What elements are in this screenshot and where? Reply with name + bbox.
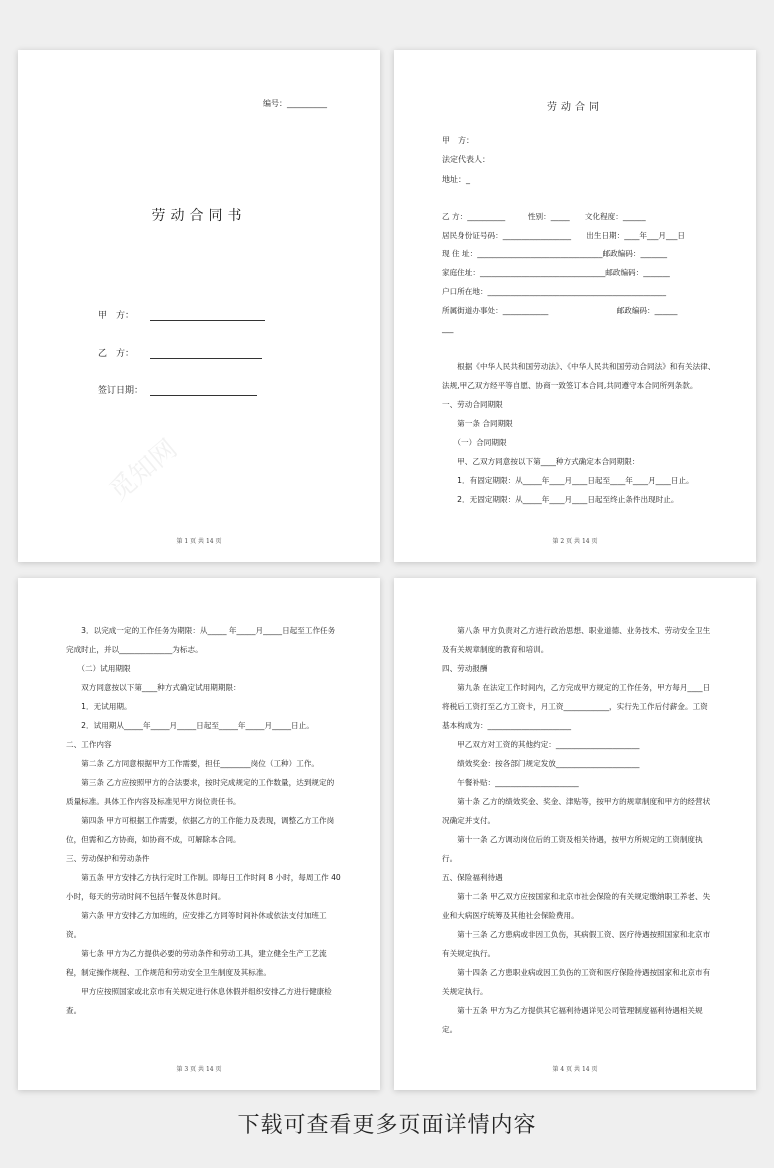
text-line: 第十三条 乙方患病或非因工负伤，其病假工资、医疗待遇按照国家和北京市 [442, 930, 711, 939]
page-footer: 第 3 页 共 14 页 [176, 1066, 222, 1073]
party-a-label: 甲 方： [98, 311, 135, 321]
cover-title: 劳动合同书 [151, 208, 247, 224]
text-line: 双方同意按以下第____种方式确定试用期期限： [66, 683, 241, 692]
text-line: 位，但需和乙方协商，如协商不成，可解除本合同。 [66, 835, 241, 844]
text-line: 质量标准。具体工作内容及标准见甲方岗位责任书。 [66, 797, 241, 806]
text-line: 况确定并支付。 [442, 816, 496, 825]
text-line: 第五条 甲方安排乙方执行定时工作制。即每日工作时间 8 小时，每周工作 40 [66, 873, 341, 882]
page-footer: 第 4 页 共 14 页 [552, 1066, 598, 1073]
text-line: 甲 方： [442, 136, 474, 145]
text-line: 第四条 甲方可根据工作需要，依据乙方的工作能力及表现，调整乙方工作岗 [66, 816, 335, 825]
text-line: 程，制定操作规程、工作规范和劳动安全卫生制度及其标准。 [66, 968, 272, 977]
text-line: 基本构成为：______________________ [442, 721, 572, 730]
contract-title: 劳动合同 [547, 102, 603, 113]
text-line: 第九条 在法定工作时间内，乙方完成甲方规定的工作任务，甲方每月____日 [442, 683, 711, 692]
text-line: 第八条 甲方负责对乙方进行政治思想、职业道德、业务技术、劳动安全卫生 [442, 626, 711, 635]
party-b-row [98, 346, 262, 359]
text-line: 第二条 乙方同意根据甲方工作需要，担任________岗位（工种）工作。 [66, 759, 320, 768]
text-line: 第七条 甲方为乙方提供必要的劳动条件和劳动工具，建立健全生产工艺流 [66, 949, 327, 958]
text-line: 小时，每天的劳动时间不包括午餐及休息时间。 [66, 892, 226, 901]
section-heading: 三、劳动保护和劳动条件 [66, 854, 150, 863]
page-2 [394, 50, 756, 562]
section-heading: 一、劳动合同期限 [442, 400, 503, 409]
watermark: 觅知网 [104, 433, 184, 507]
text-line: ___ [442, 324, 454, 333]
text-line: 关规定执行。 [442, 987, 488, 996]
text-line: 午餐补贴：______________________ [442, 778, 579, 787]
text-line: 1．有固定期限：从_____年____月____日起至____年____月____日止。 [442, 476, 694, 485]
page-1-cover [18, 50, 380, 562]
text-line: 完成时止，并以______________为标志。 [66, 645, 203, 654]
text-line: 行。 [442, 854, 458, 863]
text-line: 业和大病医疗统筹及其他社会保险费用。 [442, 911, 579, 920]
page-footer: 第 1 页 共 14 页 [176, 538, 222, 545]
text-line: （一）合同期限 [442, 438, 507, 447]
text-line: 居民身份证号码：__________________ 出生日期：____年___月___日 [442, 231, 685, 240]
text-line: 3．以完成一定的工作任务为期限：从_____ 年_____月_____日起至工作任务 [66, 626, 336, 635]
text-line: 乙 方：__________ 性别：_____ 文化程度：______ [442, 212, 646, 221]
text-line: 甲乙双方对工资的其他约定：______________________ [442, 740, 640, 749]
text-line: 法规,甲乙双方经平等自愿、协商一致签订本合同,共同遵守本合同所列条款。 [442, 381, 698, 390]
page-4 [394, 578, 756, 1090]
text-line: 甲方应按照国家或北京市有关规定进行休息休假并组织安排乙方进行健康检 [66, 987, 332, 996]
page-3 [18, 578, 380, 1090]
text-line: 根据《中华人民共和国劳动法》、《中华人民共和国劳动合同法》和有关法律、 [442, 362, 716, 371]
text-line: 所属街道办事处：____________ 邮政编码：______ [442, 306, 678, 315]
text-line: 2．试用期从_____年_____月_____日起至_____年_____月_____日止。 [66, 721, 314, 730]
section-heading: 四、劳动报酬 [442, 664, 488, 673]
text-line: 第六条 甲方安排乙方加班的，应安排乙方同等时间补休或依法支付加班工 [66, 911, 327, 920]
text-line: 绩效奖金：按各部门规定发放______________________ [442, 759, 640, 768]
text-line: 查。 [66, 1006, 82, 1015]
text-line: 第十二条 甲乙双方应按国家和北京市社会保险的有关规定缴纳职工养老、失 [442, 892, 711, 901]
text-line: 及有关规章制度的教育和培训。 [442, 645, 549, 654]
text-line: 2．无固定期限：从_____年____月____日起至终止条件出现时止。 [442, 495, 679, 504]
text-line: 第十五条 甲方为乙方提供其它福利待遇详见公司管理制度福利待遇相关规 [442, 1006, 703, 1015]
text-line: 甲、乙双方同意按以下第____种方式确定本合同期限： [442, 457, 640, 466]
text-line: 第十一条 乙方调动岗位后的工资及相关待遇，按甲方所规定的工资制度执 [442, 835, 703, 844]
text-line: 资。 [66, 930, 82, 939]
party-a-blank [150, 320, 265, 321]
download-caption: 下载可查看更多页面详情内容 [237, 1113, 537, 1138]
party-b-blank [150, 358, 262, 359]
contract-number-label: 编号：__________ [263, 99, 327, 108]
party-a-row [98, 308, 265, 321]
text-line: 第三条 乙方应按照甲方的合法要求，按时完成规定的工作数量，达到规定的 [66, 778, 335, 787]
text-line: 第十条 乙方的绩效奖金、奖金、津贴等，按甲方的规章制度和甲方的经营状 [442, 797, 711, 806]
text-line: 有关规定执行。 [442, 949, 496, 958]
sign-date-row [98, 383, 257, 396]
text-line: 1．无试用期。 [66, 702, 132, 711]
text-line: （二）试用期限 [66, 664, 131, 673]
text-line: 将税后工资打至乙方工资卡，月工资____________，实行先工作后付薪金。工资 [442, 702, 708, 711]
text-line: 现 住 址：_________________________________邮政编码：_______ [442, 249, 668, 258]
section-heading: 二、工作内容 [66, 740, 112, 749]
text-line: 地址：_ [442, 175, 470, 184]
text-line: 家庭住址：_________________________________邮政编码：_______ [442, 268, 670, 277]
party-b-label: 乙 方： [98, 349, 135, 359]
text-line: 户口所在地：_______________________________________________ [442, 287, 667, 296]
text-line: 法定代表人： [442, 155, 490, 164]
text-line: 第一条 合同期限 [442, 419, 513, 428]
sign-date-blank [150, 395, 257, 396]
sign-date-label: 签订日期： [98, 386, 144, 396]
page-footer: 第 2 页 共 14 页 [552, 538, 598, 545]
text-line: 定。 [442, 1025, 458, 1034]
text-line: 第十四条 乙方患职业病或因工负伤的工资和医疗保险待遇按国家和北京市有 [442, 968, 711, 977]
section-heading: 五、保险福利待遇 [442, 873, 503, 882]
